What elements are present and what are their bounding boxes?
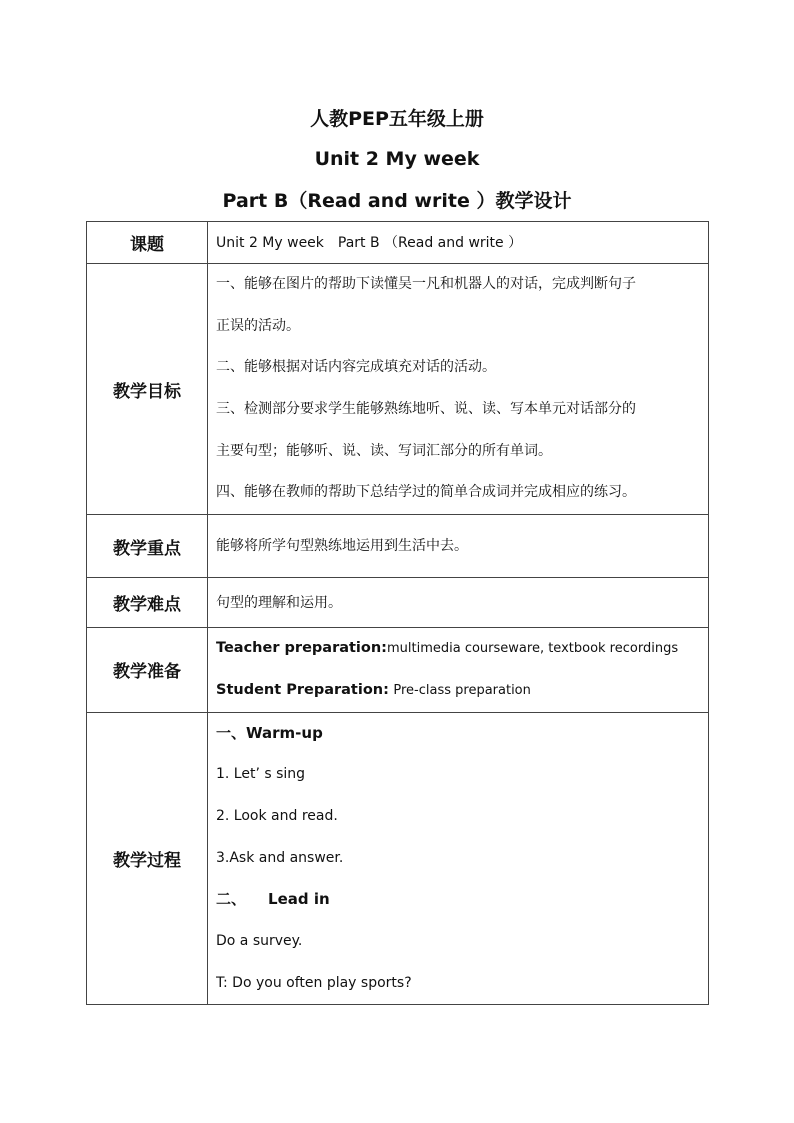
process-item: 2. Look and read. xyxy=(216,807,338,824)
objective-line: 正误的活动。 xyxy=(216,317,300,334)
preparation-row xyxy=(87,628,709,712)
objective-line: 主要句型；能够听、说、读、写词汇部分的所有单词。 xyxy=(216,442,552,459)
process-row xyxy=(87,712,709,1005)
teacher-preparation-label: Teacher preparation: xyxy=(216,640,387,657)
key-points-cell xyxy=(208,515,709,578)
difficulties-value: 句型的理解和运用。 xyxy=(216,594,342,611)
preparation-label: 教学准备 xyxy=(87,628,208,712)
process-label: 教学过程 xyxy=(87,712,208,1005)
objectives-label: 教学目标 xyxy=(87,264,208,515)
process-cell xyxy=(208,712,709,1005)
teacher-preparation-value: multimedia courseware, textbook recordings xyxy=(386,641,679,657)
topic-value: Unit 2 My week Part B （Read and write ） xyxy=(216,234,523,251)
objectives-row xyxy=(87,264,709,515)
heading-number: 一、 xyxy=(216,723,247,742)
student-preparation-value: Pre-class preparation xyxy=(393,682,531,698)
objective-line: 二、能够根据对话内容完成填充对话的活动。 xyxy=(216,359,496,376)
difficulties-cell xyxy=(208,578,709,628)
student-preparation-label: Student Preparation: xyxy=(216,681,389,698)
preparation-cell xyxy=(208,628,709,712)
unit-title: Unit 2 My week xyxy=(314,148,480,170)
lesson-plan-table xyxy=(86,221,709,1005)
lesson-title: Part B（Read and write ）教学设计 xyxy=(222,190,572,212)
process-heading-warm-up xyxy=(216,713,702,755)
document-title: 人教PEP五年级上册 xyxy=(310,108,484,130)
difficulties-label: 教学难点 xyxy=(87,578,208,628)
difficulties-row xyxy=(87,578,709,628)
key-points-row xyxy=(87,515,709,578)
process-heading-lead-in xyxy=(216,879,702,921)
objective-line: 一、能够在图片的帮助下读懂吴一凡和机器人的对话，完成判断句子 xyxy=(216,276,636,292)
heading-text: Warm-up xyxy=(246,723,323,742)
process-line: T: Do you often play sports? xyxy=(216,974,412,991)
process-line: Do a survey. xyxy=(216,932,303,949)
topic-label: 课题 xyxy=(87,222,208,264)
topic-value-cell xyxy=(208,222,709,264)
process-item: 1. Let’ s sing xyxy=(216,766,306,783)
heading-text: Lead in xyxy=(268,890,330,909)
process-item: 3.Ask and answer. xyxy=(216,849,344,866)
objective-line: 四、能够在教师的帮助下总结学过的简单合成词并完成相应的练习。 xyxy=(216,484,636,501)
objectives-cell xyxy=(208,264,709,515)
topic-row xyxy=(87,222,709,264)
student-preparation xyxy=(216,670,702,712)
teacher-preparation xyxy=(216,628,702,670)
objective-line: 三、检测部分要求学生能够熟练地听、说、读、写本单元对话部分的 xyxy=(216,401,636,418)
heading-number: 二、 xyxy=(216,890,247,909)
key-points-value: 能够将所学句型熟练地运用到生活中去。 xyxy=(216,538,468,555)
key-points-label: 教学重点 xyxy=(87,515,208,578)
